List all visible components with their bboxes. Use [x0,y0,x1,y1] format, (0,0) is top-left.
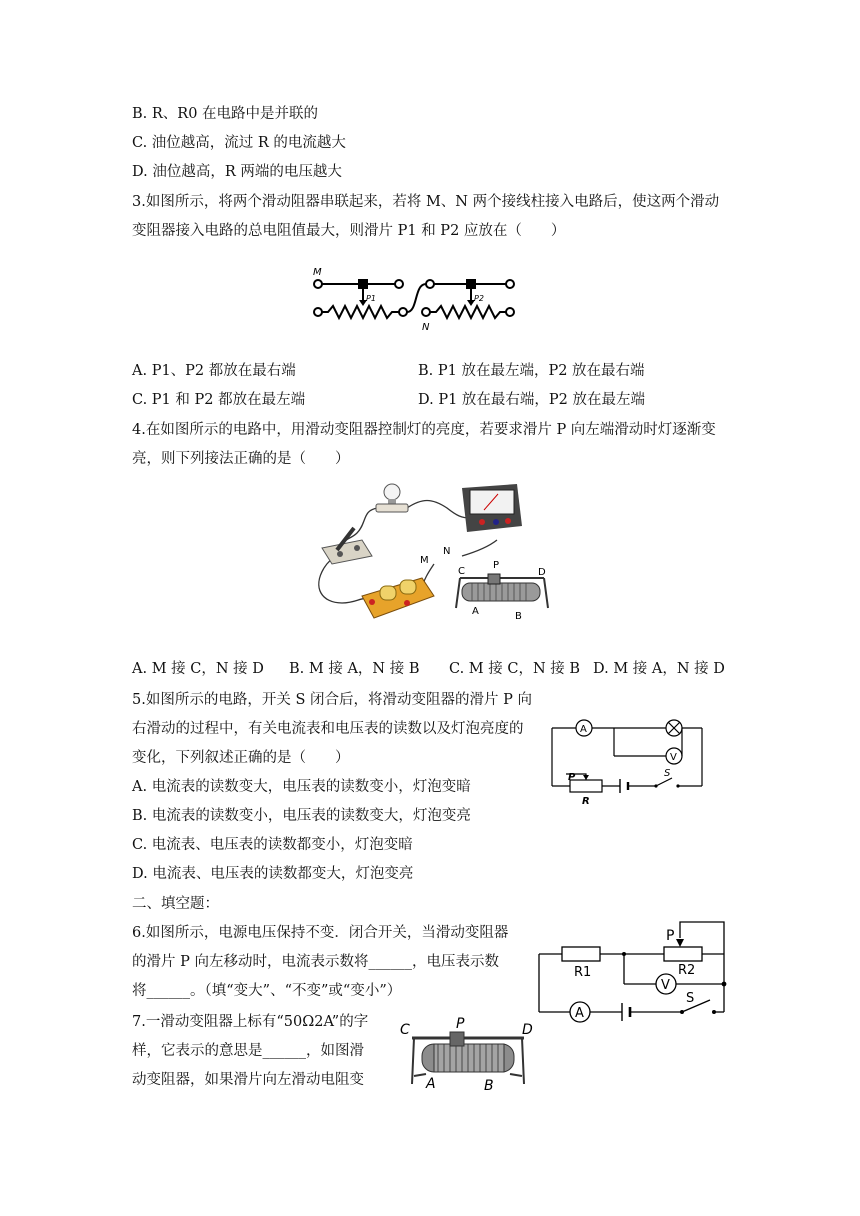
q2-option-b: B. R、R0 在电路中是并联的 [132,106,319,122]
q5-option-a: A. 电流表的读数变大，电压表的读数变小，灯泡变暗 [132,779,471,795]
q3-label-p1: P1 [366,294,376,303]
ammeter-icon [462,484,522,532]
q5-label-r: R [582,796,590,806]
q4-figure-circuit-photo [312,478,562,630]
q5-label-p: P [568,772,576,783]
q4-option-b: B. M 接 A，N 接 B [289,661,420,677]
q7-label-p: P [456,1016,465,1032]
q6-stem-line3: 将______。（填“变大”、“不变”或“变小”） [132,983,402,999]
q2-option-c: C. 油位越高，流过 R 的电流越大 [132,135,346,151]
q3-label-n: N [422,322,430,333]
q4-option-d: D. M 接 A，N 接 D [593,661,725,677]
q7-stem-line3: 动变阻器，如果滑片向左滑动电阻变 [132,1072,364,1088]
q5-option-d: D. 电流表、电压表的读数都变大，灯泡变亮 [132,866,414,882]
q7-stem-line2: 样，它表示的意思是______，如图滑 [132,1043,364,1059]
q4-stem-line1: 4.在如图所示的电路中，用滑动变阻器控制灯的亮度，若要求滑片 P 向左端滑动时灯逐渐变 [132,422,716,438]
q4-stem-line2: 亮，则下列接法正确的是（ ） [132,451,350,467]
q3-label-p2: P2 [474,294,484,303]
q7-label-a: A [426,1076,436,1092]
q5-stem-line2: 右滑动的过程中，有关电流表和电压表的读数以及灯泡亮度的 [132,721,524,737]
q6-label-s: S [686,991,695,1006]
q5-stem-line3: 变化，下列叙述正确的是（ ） [132,750,350,766]
q6-stem-line2: 的滑片 P 向左移动时，电流表示数将______，电压表示数 [132,954,499,970]
q5-ammeter-label: A [580,724,587,735]
q3-option-a: A. P1、P2 都放在最右端 [132,363,296,379]
q4-label-d: D [538,567,546,578]
q6-voltmeter-label: V [661,978,670,993]
q6-figure-circuit [534,914,734,1026]
q6-stem-line1: 6.如图所示，电源电压保持不变．闭合开关，当滑动变阻器 [132,925,509,941]
q5-voltmeter-label: V [670,752,677,763]
q6-label-p: P [666,928,675,944]
q2-option-d: D. 油位越高，R 两端的电压越大 [132,164,342,180]
q4-label-a: A [472,606,479,617]
q3-option-c: C. P1 和 P2 都放在最左端 [132,392,306,408]
q5-label-s: S [664,768,671,779]
bulb-icon [376,484,408,512]
q6-label-r2: R2 [678,963,696,978]
q6-label-r1: R1 [574,965,592,980]
q5-stem-line1: 5.如图所示的电路，开关 S 闭合后，将滑动变阻器的滑片 P 向 [132,692,532,708]
q7-stem-line1: 7.一滑动变阻器上标有“50Ω2A”的字 [132,1014,369,1030]
q4-label-m: M [420,555,429,566]
q5-option-c: C. 电流表、电压表的读数都变小，灯泡变暗 [132,837,413,853]
q4-option-a: A. M 接 C，N 接 D [132,661,264,677]
q3-option-d: D. P1 放在最右端，P2 放在最左端 [418,392,646,408]
q4-label-c: C [458,566,465,577]
q3-stem-line2: 变阻器接入电路的总电阻值最大，则滑片 P1 和 P2 应放在（ ） [132,223,566,239]
q4-label-n: N [443,546,451,557]
q7-label-d: D [522,1022,533,1038]
q7-figure-rheostat [398,1014,538,1094]
section-heading-fill-in: 二、填空题： [132,896,219,912]
battery-box-icon [362,578,434,618]
q3-option-b: B. P1 放在最左端，P2 放在最右端 [418,363,645,379]
q4-option-c: C. M 接 C，N 接 B [449,661,581,677]
rheostat-icon [456,574,548,608]
q3-stem-line1: 3.如图所示，将两个滑动阻器串联起来，若将 M、N 两个接线柱接入电路后，使这两个滑动 [132,194,720,210]
q4-label-p: P [493,560,500,571]
q3-figure-two-rheostats [310,262,530,334]
q6-ammeter-label: A [575,1006,584,1021]
q3-label-m: M [313,267,322,278]
q7-label-b: B [484,1078,494,1094]
q7-label-c: C [400,1022,410,1038]
q5-figure-circuit [548,716,708,806]
q5-option-b: B. 电流表的读数变小，电压表的读数变大，灯泡变亮 [132,808,471,824]
q4-label-b: B [515,611,522,622]
knife-switch-icon [322,528,372,564]
